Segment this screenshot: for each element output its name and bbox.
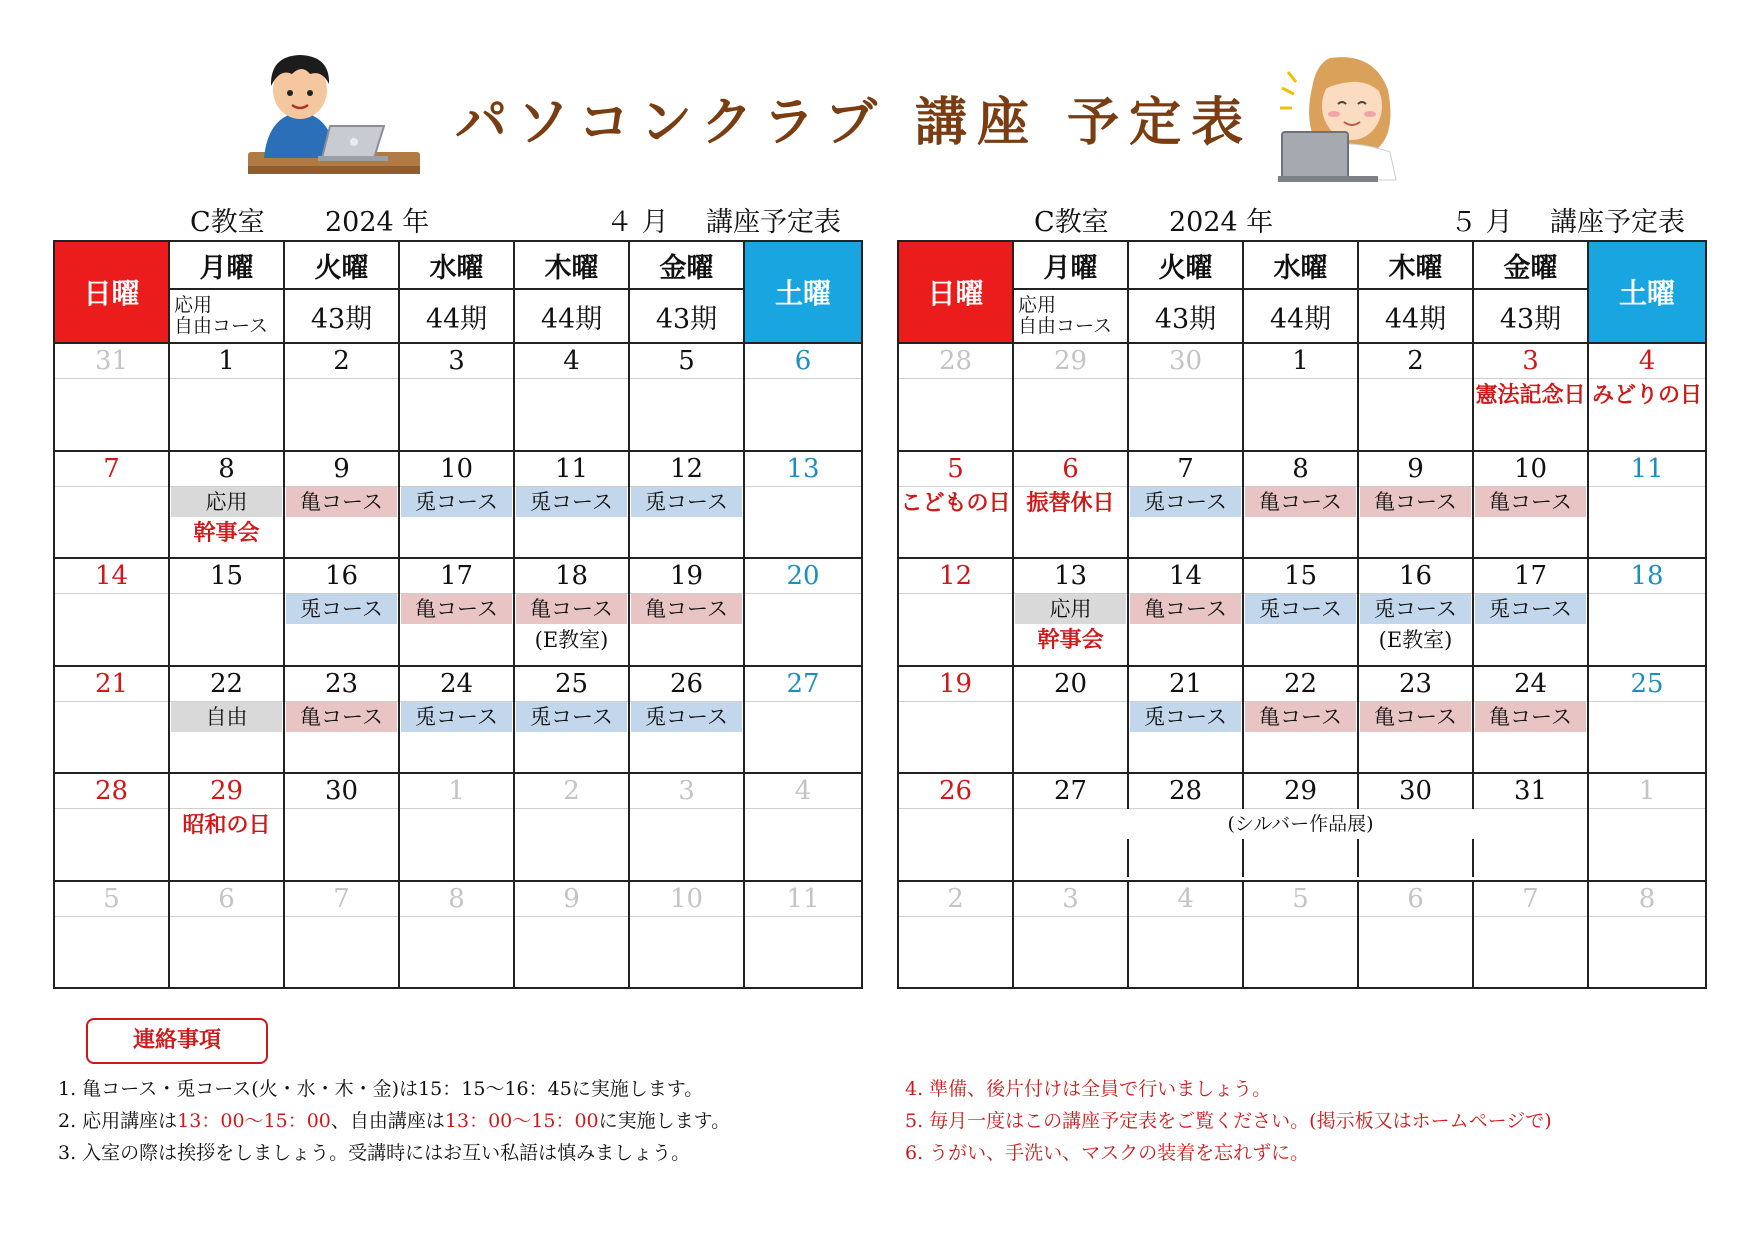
may-event-cell	[1358, 916, 1473, 988]
notice-item-number: 3.	[58, 1142, 83, 1164]
may-month: ５ 月	[1450, 207, 1513, 238]
may-room: C教室	[1034, 207, 1109, 238]
april-course-tag: 応用	[171, 487, 282, 517]
may-event-cell	[1358, 594, 1473, 666]
may-weekday-saturday: 土曜	[1588, 241, 1706, 343]
may-date-cell: 11	[1588, 451, 1706, 487]
april-event-cell	[744, 701, 862, 773]
april-date-cell: 8	[169, 451, 284, 487]
april-event-cell	[744, 809, 862, 881]
notice-item	[905, 1074, 1271, 1101]
april-event-cell	[744, 594, 862, 666]
may-event-cell	[1588, 379, 1706, 451]
april-date-cell: 2	[514, 773, 629, 809]
april-date-cell: 6	[744, 343, 862, 379]
april-event-cell	[54, 809, 169, 881]
april-event-cell	[284, 916, 399, 988]
may-date-cell: 26	[898, 773, 1013, 809]
april-date-cell: 15	[169, 558, 284, 594]
april-event-cell	[169, 701, 284, 773]
april-event-cell	[399, 809, 514, 881]
april-course-tag: 亀コース	[401, 594, 512, 624]
april-course-tag: 亀コース	[286, 702, 397, 732]
may-event-cell	[1588, 594, 1706, 666]
may-course-tag: 亀コース	[1360, 702, 1471, 732]
may-course-tag: 亀コース	[1130, 594, 1241, 624]
notice-item-text: 13：00～15：00	[177, 1110, 331, 1132]
may-event-cell	[1473, 701, 1588, 773]
april-date-cell: 12	[629, 451, 744, 487]
may-event-cell	[1013, 486, 1128, 558]
april-event-cell	[629, 916, 744, 988]
april-event-cell	[284, 809, 399, 881]
april-date-cell: 6	[169, 881, 284, 917]
april-date-cell: 3	[399, 343, 514, 379]
may-course-tag: 兎コース	[1475, 594, 1586, 624]
may-monday-course-line: 自由コース	[1018, 315, 1113, 337]
april-date-cell: 22	[169, 666, 284, 702]
april-course-tag: 兎コース	[286, 594, 397, 624]
april-event-cell	[514, 701, 629, 773]
may-exhibit-grid	[1014, 839, 1587, 877]
april-date-cell: 11	[514, 451, 629, 487]
april-date-cell: 28	[54, 773, 169, 809]
april-date-cell: 10	[629, 881, 744, 917]
may-event-cell	[898, 486, 1013, 558]
may-event-cell	[1243, 379, 1358, 451]
may-monday-course	[1013, 289, 1128, 343]
april-date-cell: 5	[629, 343, 744, 379]
may-date-cell: 13	[1013, 558, 1128, 594]
april-date-cell: 3	[629, 773, 744, 809]
may-event-cell	[1588, 701, 1706, 773]
april-date-cell: 31	[54, 343, 169, 379]
april-event-cell	[399, 916, 514, 988]
may-event-cell	[1588, 486, 1706, 558]
april-course-tag: 兎コース	[516, 702, 627, 732]
may-event-cell	[1358, 379, 1473, 451]
may-event-cell	[1473, 916, 1588, 988]
may-holiday-label: 憲法記念日	[1475, 382, 1586, 408]
april-event-cell	[399, 486, 514, 558]
notice-item	[905, 1106, 1552, 1133]
notice-item-text: 13：00～15：00	[444, 1110, 599, 1132]
april-course-tag: 兎コース	[631, 487, 742, 517]
may-date-cell: 10	[1473, 451, 1588, 487]
april-event-cell	[629, 809, 744, 881]
april-course-tag: 兎コース	[401, 487, 512, 517]
may-date-cell: 30	[1128, 343, 1243, 379]
may-weekday-sunday: 日曜	[898, 241, 1013, 343]
april-event-cell	[514, 379, 629, 451]
may-date-cell: 29	[1243, 773, 1358, 809]
may-event-cell	[1128, 701, 1243, 773]
may-date-cell: 17	[1473, 558, 1588, 594]
may-date-cell: 6	[1358, 881, 1473, 917]
notice-item-number: 4.	[905, 1078, 930, 1100]
april-event-cell	[169, 486, 284, 558]
april-weekday-saturday: 土曜	[744, 241, 862, 343]
may-date-cell: 31	[1473, 773, 1588, 809]
may-exhibit-subcell	[1357, 839, 1472, 877]
april-event-cell	[399, 594, 514, 666]
april-month: ４ 月	[606, 207, 669, 238]
notice-item-text: 準備、後片付けは全員で行いましょう。	[929, 1078, 1272, 1100]
may-date-cell: 20	[1013, 666, 1128, 702]
may-course-tag: 亀コース	[1475, 702, 1586, 732]
may-date-cell: 2	[1358, 343, 1473, 379]
may-course-tag: 亀コース	[1245, 487, 1356, 517]
may-event-cell	[1128, 379, 1243, 451]
may-date-cell: 23	[1358, 666, 1473, 702]
april-period-2: 43期	[284, 289, 399, 343]
april-course-tag: 亀コース	[286, 487, 397, 517]
may-date-cell: 29	[1013, 343, 1128, 379]
april-monday-course-line: 応用	[174, 294, 213, 316]
may-label: 講座予定表	[1550, 207, 1685, 238]
may-event-cell	[1128, 486, 1243, 558]
notice-item	[58, 1138, 690, 1165]
april-date-cell: 26	[629, 666, 744, 702]
april-event-cell	[744, 486, 862, 558]
may-exhibit-label: (シルバー作品展)	[1227, 813, 1374, 835]
april-course-tag: 兎コース	[631, 702, 742, 732]
may-date-cell: 1	[1243, 343, 1358, 379]
april-course-tag: 兎コース	[516, 487, 627, 517]
may-event-cell	[1013, 916, 1128, 988]
may-date-cell: 21	[1128, 666, 1243, 702]
april-event-label: 幹事会	[193, 519, 260, 546]
may-date-cell: 7	[1128, 451, 1243, 487]
may-date-cell: 8	[1588, 881, 1706, 917]
may-event-label: 幹事会	[1037, 627, 1104, 653]
april-event-cell	[514, 486, 629, 558]
april-label: 講座予定表	[706, 207, 841, 238]
april-weekday-5: 金曜	[629, 241, 744, 289]
april-event-cell	[629, 701, 744, 773]
april-weekday-3: 水曜	[399, 241, 514, 289]
may-event-cell	[1013, 594, 1128, 666]
may-date-cell: 3	[1473, 343, 1588, 379]
may-event-cell	[1588, 916, 1706, 988]
may-date-cell: 14	[1128, 558, 1243, 594]
april-event-cell	[744, 379, 862, 451]
april-event-cell	[284, 594, 399, 666]
may-event-cell	[1013, 701, 1128, 773]
may-date-cell: 12	[898, 558, 1013, 594]
april-date-cell: 1	[169, 343, 284, 379]
may-date-cell: 24	[1473, 666, 1588, 702]
april-date-cell: 1	[399, 773, 514, 809]
april-date-cell: 4	[744, 773, 862, 809]
may-event-cell	[1243, 486, 1358, 558]
april-date-cell: 2	[284, 343, 399, 379]
boy-laptop-illustration	[244, 46, 424, 188]
april-period-4: 44期	[514, 289, 629, 343]
may-date-cell: 28	[1128, 773, 1243, 809]
may-date-cell: 2	[898, 881, 1013, 917]
may-calendar	[897, 240, 1707, 989]
april-date-cell: 18	[514, 558, 629, 594]
may-course-tag: 亀コース	[1360, 487, 1471, 517]
april-room: C教室	[190, 207, 265, 238]
april-year: 2024 年	[325, 207, 430, 238]
april-event-cell	[54, 916, 169, 988]
april-course-tag: 亀コース	[631, 594, 742, 624]
may-monday-course-line: 応用	[1018, 294, 1057, 316]
may-date-cell: 8	[1243, 451, 1358, 487]
girl-laptop-illustration	[1278, 52, 1428, 188]
may-date-cell: 9	[1358, 451, 1473, 487]
april-event-cell	[629, 594, 744, 666]
may-date-cell: 15	[1243, 558, 1358, 594]
may-period-4: 44期	[1358, 289, 1473, 343]
may-period-3: 44期	[1243, 289, 1358, 343]
april-date-cell: 30	[284, 773, 399, 809]
notice-item-text: 入室の際は挨拶をしましょう。受講時にはお互い私語は慎みましょう。	[82, 1142, 691, 1164]
april-event-cell	[169, 594, 284, 666]
may-exhibit-subcell	[1014, 839, 1127, 877]
may-weekday-1: 月曜	[1013, 241, 1128, 289]
may-date-cell: 28	[898, 343, 1013, 379]
notice-item-number: 6.	[905, 1142, 930, 1164]
may-date-cell: 7	[1473, 881, 1588, 917]
may-date-cell: 1	[1588, 773, 1706, 809]
april-date-cell: 9	[514, 881, 629, 917]
may-weekday-3: 水曜	[1243, 241, 1358, 289]
may-course-tag: 兎コース	[1245, 594, 1356, 624]
may-weekday-4: 木曜	[1358, 241, 1473, 289]
april-event-cell	[744, 916, 862, 988]
april-monday-course	[169, 289, 284, 343]
may-event-cell	[898, 379, 1013, 451]
may-date-cell: 16	[1358, 558, 1473, 594]
april-date-cell: 9	[284, 451, 399, 487]
notice-item-text: 、自由講座は	[330, 1110, 445, 1132]
may-weekday-5: 金曜	[1473, 241, 1588, 289]
april-date-cell: 8	[399, 881, 514, 917]
april-event-cell	[54, 379, 169, 451]
may-event-cell	[1243, 916, 1358, 988]
april-holiday-label: 昭和の日	[182, 812, 271, 838]
april-date-cell: 7	[54, 451, 169, 487]
april-event-cell	[514, 916, 629, 988]
may-exhibit-subcell	[1127, 839, 1242, 877]
may-room-label: (E教室)	[1378, 628, 1453, 652]
may-weekday-2: 火曜	[1128, 241, 1243, 289]
notice-item-text: 応用講座は	[82, 1110, 178, 1132]
april-date-cell: 21	[54, 666, 169, 702]
may-course-tag: 亀コース	[1475, 487, 1586, 517]
notice-item	[58, 1106, 730, 1133]
may-event-cell	[898, 701, 1013, 773]
may-date-cell: 18	[1588, 558, 1706, 594]
april-course-tag: 兎コース	[401, 702, 512, 732]
april-weekday-2: 火曜	[284, 241, 399, 289]
april-event-cell	[169, 916, 284, 988]
may-course-tag: 兎コース	[1130, 702, 1241, 732]
april-course-tag: 亀コース	[516, 594, 627, 624]
page-title: パソコンクラブ 講座 予定表	[455, 92, 1254, 153]
april-event-cell	[514, 809, 629, 881]
may-date-cell: 5	[898, 451, 1013, 487]
may-exhibit-cell	[1013, 809, 1588, 881]
may-date-cell: 4	[1588, 343, 1706, 379]
may-event-cell	[1358, 701, 1473, 773]
notice-item-number: 5.	[905, 1110, 930, 1132]
may-date-cell: 5	[1243, 881, 1358, 917]
may-date-cell: 3	[1013, 881, 1128, 917]
may-holiday-label: 振替休日	[1026, 489, 1115, 516]
april-weekday-1: 月曜	[169, 241, 284, 289]
may-event-cell	[1473, 594, 1588, 666]
may-period-2: 43期	[1128, 289, 1243, 343]
may-event-cell	[898, 916, 1013, 988]
may-date-cell: 30	[1358, 773, 1473, 809]
april-date-cell: 4	[514, 343, 629, 379]
april-event-cell	[514, 594, 629, 666]
april-date-cell: 13	[744, 451, 862, 487]
notice-item-text: に実施します。	[598, 1110, 731, 1132]
may-date-cell: 19	[898, 666, 1013, 702]
notice-item	[58, 1074, 703, 1101]
may-event-cell	[1473, 379, 1588, 451]
april-event-cell	[54, 701, 169, 773]
may-date-cell: 6	[1013, 451, 1128, 487]
may-date-cell: 22	[1243, 666, 1358, 702]
may-exhibit-subcell	[1242, 839, 1357, 877]
may-holiday-label: みどりの日	[1591, 382, 1702, 408]
april-event-cell	[284, 379, 399, 451]
may-event-cell	[1128, 916, 1243, 988]
april-period-5: 43期	[629, 289, 744, 343]
notice-heading: 連絡事項	[86, 1018, 268, 1064]
april-date-cell: 11	[744, 881, 862, 917]
april-event-cell	[54, 486, 169, 558]
april-date-cell: 14	[54, 558, 169, 594]
april-date-cell: 24	[399, 666, 514, 702]
notice-item-text: 亀コース・兎コース(火・水・木・金)は15：15～16：45に実施します。	[82, 1078, 704, 1100]
notice-item-text: うがい、手洗い、マスクの装着を忘れずに。	[929, 1142, 1310, 1164]
april-date-cell: 16	[284, 558, 399, 594]
may-year: 2024 年	[1169, 207, 1274, 238]
may-course-tag: 兎コース	[1360, 594, 1471, 624]
april-date-cell: 23	[284, 666, 399, 702]
may-period-5: 43期	[1473, 289, 1588, 343]
april-date-cell: 29	[169, 773, 284, 809]
notice-item-number: 2.	[58, 1110, 83, 1132]
april-event-cell	[629, 379, 744, 451]
april-date-cell: 7	[284, 881, 399, 917]
april-event-cell	[284, 701, 399, 773]
may-date-cell: 4	[1128, 881, 1243, 917]
may-exhibit-subcell	[1472, 839, 1587, 877]
april-date-cell: 17	[399, 558, 514, 594]
may-event-cell	[1243, 701, 1358, 773]
april-weekday-4: 木曜	[514, 241, 629, 289]
april-room-label: (E教室)	[534, 628, 609, 652]
april-date-cell: 5	[54, 881, 169, 917]
april-event-cell	[54, 594, 169, 666]
april-calendar	[53, 240, 863, 989]
april-date-cell: 19	[629, 558, 744, 594]
may-course-tag: 兎コース	[1130, 487, 1241, 517]
may-course-tag: 亀コース	[1245, 702, 1356, 732]
april-date-cell: 25	[514, 666, 629, 702]
april-period-3: 44期	[399, 289, 514, 343]
may-event-cell	[1588, 809, 1706, 881]
may-holiday-label: こどもの日	[900, 489, 1011, 516]
may-date-cell: 25	[1588, 666, 1706, 702]
may-event-cell	[1358, 486, 1473, 558]
april-event-cell	[284, 486, 399, 558]
may-event-cell	[1243, 594, 1358, 666]
april-date-cell: 10	[399, 451, 514, 487]
notice-item-number: 1.	[58, 1078, 83, 1100]
may-course-tag: 応用	[1015, 594, 1126, 624]
april-event-cell	[399, 701, 514, 773]
april-course-tag: 自由	[171, 702, 282, 732]
notice-item-text: 毎月一度はこの講座予定表をご覧ください。(掲示板又はホームページで)	[929, 1110, 1552, 1132]
may-date-cell: 27	[1013, 773, 1128, 809]
may-event-cell	[1473, 486, 1588, 558]
may-event-cell	[898, 809, 1013, 881]
april-monday-course-line: 自由コース	[174, 315, 269, 337]
april-event-cell	[399, 379, 514, 451]
april-weekday-sunday: 日曜	[54, 241, 169, 343]
may-event-cell	[898, 594, 1013, 666]
april-date-cell: 27	[744, 666, 862, 702]
april-event-cell	[629, 486, 744, 558]
april-event-cell	[169, 809, 284, 881]
notice-item	[905, 1138, 1309, 1165]
may-event-cell	[1013, 379, 1128, 451]
april-event-cell	[169, 379, 284, 451]
may-event-cell	[1128, 594, 1243, 666]
april-date-cell: 20	[744, 558, 862, 594]
